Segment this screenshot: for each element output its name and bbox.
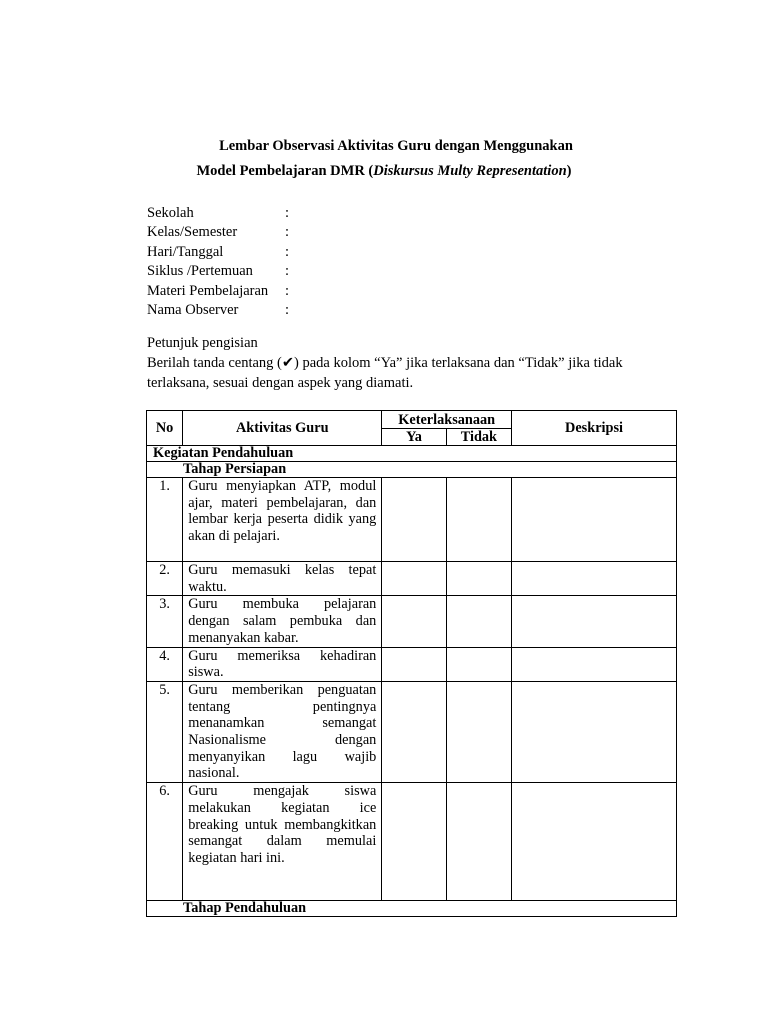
cell-description[interactable]	[512, 647, 677, 681]
row-activity: Guru menyiapkan ATP, modul ajar, materi pembelajaran, dan lembar kerja peserta didik yang akan di pelajari.	[183, 478, 382, 562]
field-materi-pembelajaran	[147, 282, 289, 301]
field-nama-observer	[147, 301, 289, 320]
field-sekolah	[147, 204, 289, 223]
table-row	[147, 647, 677, 681]
header-description: Deskripsi	[512, 411, 677, 446]
header-activity: Aktivitas Guru	[183, 411, 382, 446]
field-label: Siklus /Pertemuan	[147, 263, 253, 280]
field-kelas-semester	[147, 223, 289, 242]
table-header-row	[147, 411, 677, 429]
row-activity: Guru membuka pelajaran dengan salam pembuka dan menanyakan kabar.	[183, 596, 382, 647]
cell-yes[interactable]	[382, 647, 446, 681]
table-row	[147, 681, 677, 782]
field-siklus-pertemuan	[147, 262, 289, 281]
instructions-heading: Petunjuk pengisian	[147, 335, 258, 351]
row-number: 4.	[147, 647, 183, 681]
cell-yes[interactable]	[382, 562, 446, 596]
table-row	[147, 562, 677, 596]
section-kegiatan-pendahuluan: Kegiatan Pendahuluan	[147, 446, 677, 462]
cell-yes[interactable]	[382, 783, 446, 901]
observation-table	[146, 410, 677, 917]
cell-description[interactable]	[512, 562, 677, 596]
field-hari-tanggal	[147, 243, 289, 262]
cell-not-done[interactable]	[446, 478, 511, 562]
cell-not-done[interactable]	[446, 783, 511, 901]
cell-not-done[interactable]	[446, 562, 511, 596]
cell-not-done[interactable]	[446, 596, 511, 647]
header-no: No	[147, 411, 183, 446]
title-line-2-prefix: Model Pembelajaran DMR (	[196, 163, 374, 179]
row-number: 1.	[147, 478, 183, 562]
title-line-2-suffix: )	[566, 163, 572, 179]
row-number: 5.	[147, 681, 183, 782]
field-separator: :	[285, 205, 290, 221]
header-yes: Ya	[382, 429, 446, 446]
identity-fields	[147, 204, 289, 320]
cell-description[interactable]	[512, 478, 677, 562]
instructions	[147, 333, 667, 393]
field-separator: :	[285, 243, 290, 260]
field-separator: :	[285, 282, 290, 299]
field-label: Materi Pembelajaran	[147, 282, 269, 299]
instructions-text: Berilah tanda centang (✔) pada kolom “Ya” jika terlaksana dan “Tidak” jika tidak terlaksana, sesuai dengan aspek yang diamati.	[147, 355, 623, 391]
row-activity: Guru memeriksa kehadiran siswa.	[183, 647, 382, 681]
field-separator: :	[285, 224, 290, 241]
field-label: Hari/Tanggal	[147, 243, 224, 260]
table-row	[147, 478, 677, 562]
row-number: 2.	[147, 562, 183, 596]
document-title-line-1: Lembar Observasi Aktivitas Guru dengan Menggunakan	[219, 138, 573, 154]
field-separator: :	[285, 263, 290, 280]
title-line-2-italic: Diskursus Multy Representation	[373, 163, 567, 179]
table-row	[147, 783, 677, 901]
subsection-row	[147, 462, 677, 478]
cell-yes[interactable]	[382, 478, 446, 562]
header-not-done: Tidak	[446, 429, 511, 446]
row-activity: Guru memasuki kelas tepat waktu.	[183, 562, 382, 596]
cell-description[interactable]	[512, 596, 677, 647]
table-row	[147, 596, 677, 647]
cell-not-done[interactable]	[446, 681, 511, 782]
row-activity: Guru mengajak siswa melakukan kegiatan ice breaking untuk membangkitkan semangat dalam memulai kegiatan hari ini.	[183, 783, 382, 901]
section-row	[147, 446, 677, 462]
field-label: Kelas/Semester	[147, 224, 238, 241]
subsection-row	[147, 901, 677, 917]
cell-description[interactable]	[512, 783, 677, 901]
cell-description[interactable]	[512, 681, 677, 782]
subsection-tahap-persiapan: Tahap Persiapan	[147, 462, 677, 478]
cell-not-done[interactable]	[446, 647, 511, 681]
row-activity: Guru memberikan penguatan tentang pentingnya menanamkan semangat Nasionalisme dengan menyanyikan lagu wajib nasional.	[183, 681, 382, 782]
row-number: 6.	[147, 783, 183, 901]
field-label: Sekolah	[147, 205, 194, 221]
row-number: 3.	[147, 596, 183, 647]
field-label: Nama Observer	[147, 301, 239, 318]
document-title-line-2	[0, 162, 768, 180]
header-implementation: Keterlaksanaan	[382, 411, 512, 429]
cell-yes[interactable]	[382, 681, 446, 782]
cell-yes[interactable]	[382, 596, 446, 647]
field-separator: :	[285, 301, 290, 318]
subsection-tahap-pendahuluan: Tahap Pendahuluan	[147, 901, 677, 917]
